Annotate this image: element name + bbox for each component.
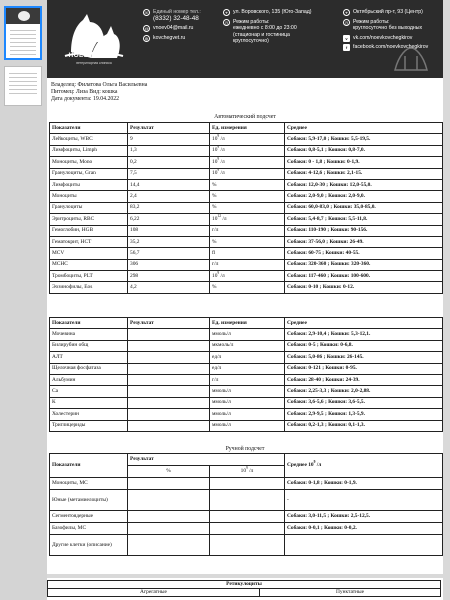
- result-value: 2,4: [128, 191, 210, 202]
- reference-range: Собаки: 2,25-3,3 ; Кошки: 2,0-2,88.: [285, 386, 443, 397]
- unit-cell: ммоль/л: [210, 386, 285, 397]
- table-row: [50, 271, 443, 282]
- parameter-name: Гематокрит, HCT: [50, 236, 128, 247]
- reference-range: Собаки: 5,4-8,7 ; Кошки: 5,5-11,8.: [285, 214, 443, 225]
- table-row: [50, 259, 443, 270]
- location-pin-icon: ⌖: [343, 9, 350, 16]
- column-header: Результат: [128, 454, 285, 466]
- parameter-name: Сегментоядерные: [50, 511, 128, 523]
- result-value: [128, 352, 210, 363]
- percent-value: [128, 535, 210, 556]
- table-row: [50, 179, 443, 190]
- table-row: [50, 397, 443, 408]
- column-header: Показатели: [50, 123, 128, 134]
- branch1-hours-label: Режим работы:: [233, 18, 270, 25]
- result-value: [128, 420, 210, 431]
- table-row: [50, 225, 443, 236]
- parameter-name: Базофилы, МС: [50, 523, 128, 535]
- parameter-name: Тромбоциты, PLT: [50, 271, 128, 282]
- unit-cell: %: [210, 179, 285, 190]
- table-header-row: [50, 454, 443, 466]
- unit-cell: $10^9$ /л: [210, 145, 285, 156]
- reference-range: Собаки: 37-56,0 ; Кошки: 26-49.: [285, 236, 443, 247]
- column-header: Среднее: [285, 123, 443, 134]
- parameter-name: Юные (метамиелоциты): [50, 490, 128, 511]
- parameter-name: Эозинофилы, Eos: [50, 282, 128, 293]
- parameter-name: Лимфоциты: [50, 179, 128, 190]
- reference-range: Собаки: 0-1,8 ; Кошки: 0-1,9.: [285, 478, 443, 490]
- reference-range: Собаки: 0-0,1 ; Кошки: 0-0,2.: [285, 523, 443, 535]
- branch1-hours-note-b: круглосуточно): [233, 38, 269, 45]
- reference-range: Собаки: 0,8-5,1 ; Кошки: 0,8-7,0.: [285, 145, 443, 156]
- column-header: Ед. измерения: [210, 318, 285, 329]
- result-value: [128, 329, 210, 340]
- phone-label: Единый номер тел.:: [153, 9, 201, 15]
- table-row: [50, 420, 443, 431]
- parameter-name: АЛТ: [50, 352, 128, 363]
- table-row: [50, 478, 443, 490]
- branch2-address: Октябрьский пр-т, 93 (Центр): [353, 9, 423, 15]
- result-value: 298: [128, 271, 210, 282]
- unit-cell: $10^9$ /л: [210, 168, 285, 179]
- parameter-name: Лейкоциты, WBC: [50, 134, 128, 145]
- table-row: [50, 157, 443, 168]
- vk-row: [343, 35, 428, 42]
- table-header-row: [50, 318, 443, 329]
- table-row: [50, 282, 443, 293]
- column-header-norm: Среднее $10^9$ /л: [285, 454, 443, 478]
- table-row: [50, 523, 443, 535]
- result-value: [128, 340, 210, 351]
- document-meta: [51, 82, 147, 103]
- branch1-hours-row: [223, 19, 311, 45]
- parameter-name: Альбумин: [50, 374, 128, 385]
- absolute-value: [210, 478, 285, 490]
- branch2-address-row: [343, 9, 428, 16]
- table-row: [50, 214, 443, 225]
- reference-range: Собаки: 2,9-9,5 ; Кошки: 1,3-5,9.: [285, 409, 443, 420]
- parameter-name: Гемоглобин, HGB: [50, 225, 128, 236]
- result-value: 14,4: [128, 179, 210, 190]
- table-row: [50, 352, 443, 363]
- parameter-name: Билирубин общ: [50, 340, 128, 351]
- unit-cell: ед/л: [210, 352, 285, 363]
- result-value: 83,2: [128, 202, 210, 213]
- column-header-punctate: Пунктатные: [260, 589, 441, 597]
- parameter-name: Мочевина: [50, 329, 128, 340]
- result-value: 108: [128, 225, 210, 236]
- unit-cell: %: [210, 282, 285, 293]
- absolute-value: [210, 511, 285, 523]
- section-title-automatic: Автоматический подсчет: [214, 114, 276, 120]
- reference-range: Собаки: 5,0-86 ; Кошки: 26-145.: [285, 352, 443, 363]
- parameter-name: Лимфоциты, Limph: [50, 145, 128, 156]
- contacts-column: [143, 9, 201, 44]
- table-row: [50, 374, 443, 385]
- phone-icon: ☏: [144, 10, 150, 15]
- percent-value: [128, 490, 210, 511]
- table-row: [50, 202, 443, 213]
- unit-cell: ед/л: [210, 363, 285, 374]
- reference-range: -: [285, 490, 443, 511]
- phone-number: (8332) 32-48-48: [153, 14, 199, 22]
- reference-range: Собаки: 0-5 ; Кошки: 0-6,8.: [285, 340, 443, 351]
- table-row: [50, 409, 443, 420]
- reference-range: Собаки: 0-10 ; Кошки: 0-12.: [285, 282, 443, 293]
- table-row: [50, 329, 443, 340]
- result-value: [128, 363, 210, 374]
- branch2-hours-label: Режим работы:: [353, 18, 390, 25]
- owner-line: Владелец: Филатова Ольга Васильевна: [51, 82, 148, 88]
- reference-range: Собаки: 3,0-11,5 ; Кошки: 2,5-12,5.: [285, 511, 443, 523]
- page-thumbnail-1[interactable]: [4, 6, 42, 60]
- page-thumbnail-2[interactable]: [4, 66, 42, 106]
- parameter-name: Гранулоциты: [50, 202, 128, 213]
- page-thumbnail-strip: [0, 0, 47, 600]
- table-row: [50, 490, 443, 511]
- globe-icon: ◍: [144, 35, 149, 41]
- column-subheader-absolute: $10^9$ /л: [210, 466, 285, 478]
- table-row: [50, 363, 443, 374]
- reference-range: Собаки: 60,0-83,0 ; Кошки: 35,0-85,0.: [285, 202, 443, 213]
- result-value: [128, 409, 210, 420]
- parameter-name: К: [50, 397, 128, 408]
- reference-range: Собаки: 0,2-1,3 ; Кошки: 0,1-1,3.: [285, 420, 443, 431]
- emblem-watermark-icon: [391, 44, 431, 74]
- reference-range: Собаки: 0-121 ; Кошки: 0-95.: [285, 363, 443, 374]
- document-page-2: [47, 578, 443, 600]
- branch-southwest: [223, 9, 311, 48]
- unit-cell: мкмоль/л: [210, 340, 285, 351]
- result-value: 1,3: [128, 145, 210, 156]
- unit-cell: %: [210, 236, 285, 247]
- unit-cell: %: [210, 202, 285, 213]
- branch2-hours-row: [343, 19, 428, 32]
- result-value: 306: [128, 259, 210, 270]
- absolute-value: [210, 535, 285, 556]
- facebook-link[interactable]: facebook.com/noevkovchegkirov: [353, 44, 429, 51]
- clinic-brand-name: НОЕВ КОВЧЕГ: [68, 52, 120, 59]
- table-row: [50, 511, 443, 523]
- parameter-name: MCHC: [50, 259, 128, 270]
- result-value: 9: [128, 134, 210, 145]
- vk-link[interactable]: vk.com/noevkovchegkirov: [353, 34, 413, 41]
- parameter-name: Гранулоциты, Gran: [50, 168, 128, 179]
- column-header: Показатели: [50, 318, 128, 329]
- reference-range: Собаки: 3,6-5,6 ; Кошки: 3,6-5,5.: [285, 397, 443, 408]
- table-header-row: [48, 581, 441, 589]
- manual-count-table: [49, 453, 443, 556]
- parameter-name: Моноциты, Mono: [50, 157, 128, 168]
- location-pin-icon: ⌖: [223, 9, 230, 16]
- unit-cell: fl: [210, 248, 285, 259]
- table-subheader-row: [48, 589, 441, 597]
- percent-value: [128, 511, 210, 523]
- document-date: Дата документа: 19.04.2022: [51, 96, 120, 103]
- automatic-count-table: [49, 122, 443, 294]
- email-row: [143, 25, 201, 32]
- table-row: [50, 386, 443, 397]
- unit-cell: $10^9$ /л: [210, 157, 285, 168]
- unit-cell: ммоль/л: [210, 329, 285, 340]
- absolute-value: [210, 490, 285, 511]
- parameter-name: Эритроциты, RBC: [50, 214, 128, 225]
- reference-range: [285, 535, 443, 556]
- result-value: 4,2: [128, 282, 210, 293]
- column-header: Результат: [128, 123, 210, 134]
- vk-icon: v: [343, 35, 350, 42]
- table-row: [50, 191, 443, 202]
- clock-icon: ◷: [344, 19, 349, 25]
- branch1-hours: ежедневно с 8:00 до 23:00: [233, 25, 297, 32]
- result-value: [128, 374, 210, 385]
- unit-cell: ммоль/л: [210, 420, 285, 431]
- email-icon: @: [144, 26, 149, 32]
- table-row: [50, 145, 443, 156]
- site-row: [143, 35, 201, 42]
- parameter-name: Щелочная фосфатаза: [50, 363, 128, 374]
- document-page: [47, 0, 443, 574]
- clinic-header: [47, 0, 443, 78]
- website-link[interactable]: kovchegvet.ru: [153, 34, 186, 41]
- parameter-name: MCV: [50, 248, 128, 259]
- branch2-hours: круглосуточно без выходных: [353, 25, 423, 32]
- unit-cell: %: [210, 191, 285, 202]
- unit-cell: г/л: [210, 374, 285, 385]
- section-title-manual: Ручной подсчет: [225, 446, 265, 452]
- branch1-address: ул. Воровского, 135 (Юго-Запад): [233, 9, 312, 15]
- email-link[interactable]: vnoev04@mail.ru: [153, 25, 194, 32]
- result-value: [128, 386, 210, 397]
- result-value: 0,2: [128, 157, 210, 168]
- table-row: [50, 134, 443, 145]
- result-value: [128, 397, 210, 408]
- reticulocytes-title: Ретикулоциты: [48, 581, 441, 589]
- reference-range: Собаки: 5,9-17,0 ; Кошки: 5,5-19,5.: [285, 134, 443, 145]
- column-header: Ед. измерения: [210, 123, 285, 134]
- reference-range: Собаки: 4-12,6 ; Кошки: 2,1-15.: [285, 168, 443, 179]
- phone-row: [143, 9, 201, 22]
- reference-range: Собаки: 12,0-30 ; Кошки: 12,0-55,0.: [285, 179, 443, 190]
- result-value: 6,22: [128, 214, 210, 225]
- column-header: Показатели: [50, 454, 128, 478]
- reference-range: Собаки: 320-360 ; Кошки: 320-360.: [285, 259, 443, 270]
- absolute-value: [210, 523, 285, 535]
- parameter-name: Другие клетки (описание): [50, 535, 128, 556]
- parameter-name: Ca: [50, 386, 128, 397]
- unit-cell: ммоль/л: [210, 409, 285, 420]
- reference-range: Собаки: 110-190 ; Кошки: 90-156.: [285, 225, 443, 236]
- column-header: Среднее: [285, 318, 443, 329]
- column-header-aggregate: Агрегатные: [48, 589, 260, 597]
- reference-range: Собаки: 28-40 ; Кошки: 24-39.: [285, 374, 443, 385]
- result-value: 35,2: [128, 236, 210, 247]
- parameter-name: Моноциты: [50, 191, 128, 202]
- clock-icon: ◷: [224, 19, 229, 25]
- reference-range: Собаки: 2,0-9,0 ; Кошки: 2,0-9,0.: [285, 191, 443, 202]
- unit-cell: ммоль/л: [210, 397, 285, 408]
- facebook-icon: f: [343, 44, 350, 51]
- parameter-name: Холестерин: [50, 409, 128, 420]
- result-value: 56,7: [128, 248, 210, 259]
- parameter-name: Триглицериды: [50, 420, 128, 431]
- reference-range: Собаки: 0 - 1,8 ; Кошки: 0-1,9.: [285, 157, 443, 168]
- patient-line: Питомец: Лиза Вид: кошка: [51, 89, 118, 96]
- unit-cell: $10^9$ /л: [210, 271, 285, 282]
- column-header: Результат: [128, 318, 210, 329]
- branch1-hours-note-a: (стационар и гостиница: [233, 31, 290, 38]
- column-subheader-percent: %: [128, 466, 210, 478]
- parameter-name: Моноциты, МС: [50, 478, 128, 490]
- table-row: [50, 236, 443, 247]
- branch1-address-row: [223, 9, 311, 16]
- result-value: 7,5: [128, 168, 210, 179]
- clinic-brand-subtitle: ветеринарная клиника: [76, 61, 112, 65]
- table-row: [50, 168, 443, 179]
- biochemistry-table: [49, 317, 443, 432]
- reference-range: Собаки: 2,9-10,4 ; Кошки: 5,3-12,1.: [285, 329, 443, 340]
- table-row: [50, 248, 443, 259]
- unit-cell: г/л: [210, 259, 285, 270]
- table-row: [50, 535, 443, 556]
- percent-value: [128, 478, 210, 490]
- table-row: [50, 340, 443, 351]
- table-header-row: [50, 123, 443, 134]
- reticulocytes-table: [47, 580, 441, 597]
- reference-range: Собаки: 117-460 ; Кошки: 100-600.: [285, 271, 443, 282]
- percent-value: [128, 523, 210, 535]
- reference-range: Собаки: 60-75 ; Кошки: 40-55.: [285, 248, 443, 259]
- unit-cell: $10^{12}$ /л: [210, 214, 285, 225]
- unit-cell: г/л: [210, 225, 285, 236]
- unit-cell: $10^9$ /л: [210, 134, 285, 145]
